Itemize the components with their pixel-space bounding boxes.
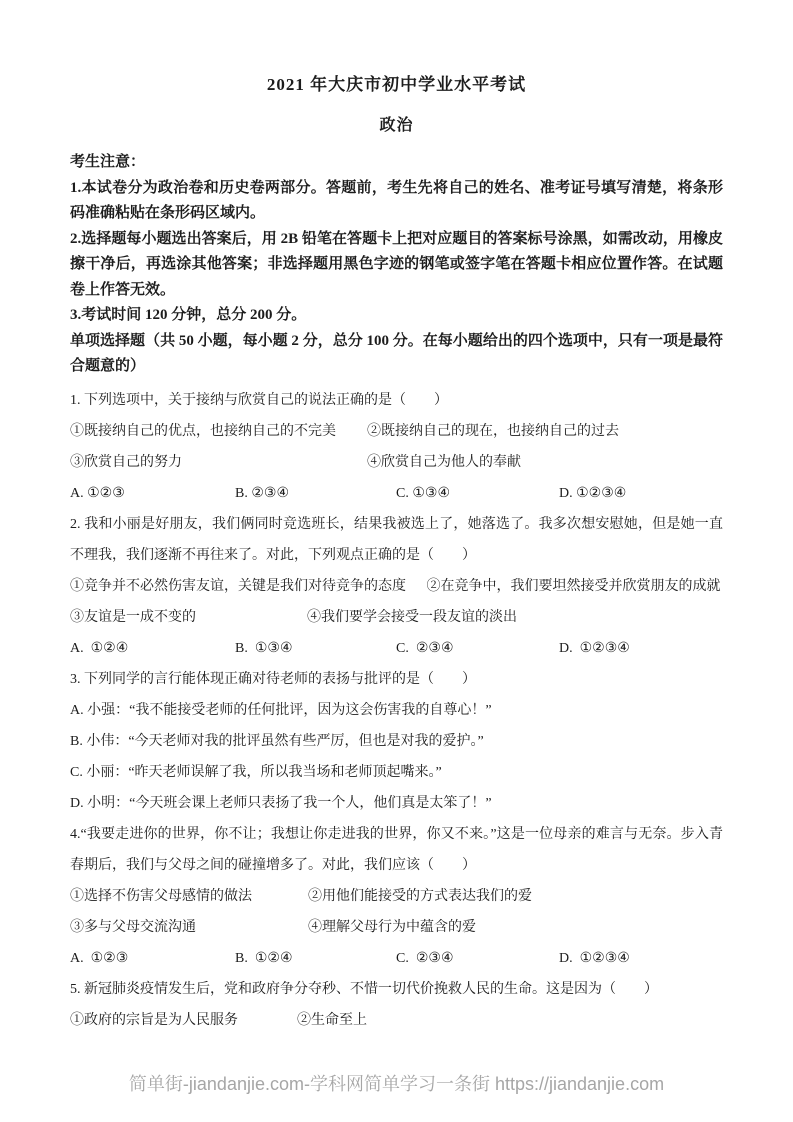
question-stem: 2. 我和小丽是好朋友，我们俩同时竞选班长，结果我被选上了，她落选了。我多次想安慰她，但是她一直不理我，我们逐渐不再往来了。对此，下列观点正确的是（ ）: [70, 516, 723, 563]
option-row: [70, 1005, 723, 1036]
question-2: [70, 509, 723, 664]
choice-b: B. ①③④: [235, 640, 293, 656]
choice-row: [70, 478, 723, 509]
paper-header: [0, 0, 793, 135]
option-item: ①竞争并不必然伤害友谊，关键是我们对待竞争的态度: [70, 578, 406, 594]
question-stem: 3. 下列同学的言行能体现正确对待老师的表扬与批评的是（ ）: [70, 671, 476, 687]
option-item: ②既接纳自己的现在，也接纳自己的过去: [367, 423, 619, 439]
option-row: [70, 571, 723, 602]
question-stem: 1. 下列选项中，关于接纳与欣赏自己的说法正确的是（ ）: [70, 392, 448, 408]
notice-item-1: 1.本试卷分为政治卷和历史卷两部分。答题前，考生先将自己的姓名、准考证号填写清楚，将条形码准确粘贴在条形码区域内。: [70, 179, 723, 221]
choice-d: D. ①②③④: [559, 640, 630, 656]
section-heading: 单项选择题（共 50 小题，每小题 2 分，总分 100 分。在每小题给出的四个选项中，只有一项是最符合题意的）: [70, 332, 723, 374]
option-item: ②用他们能接受的方式表达我们的爱: [308, 888, 532, 904]
choice-row: [70, 633, 723, 664]
option-item: ③友谊是一成不变的: [70, 609, 196, 625]
page-title: 2021 年大庆市初中学业水平考试: [266, 75, 527, 94]
choice-c: C. ①③④: [396, 485, 450, 501]
choice-d: D. ①②③④: [559, 485, 627, 501]
choice-c: C. ②③④: [396, 640, 454, 656]
choice-a: A. ①②③: [70, 485, 125, 501]
question-stem: 5. 新冠肺炎疫情发生后，党和政府争分夺秒、不惜一切代价挽救人民的生命。这是因为（ ）: [70, 981, 658, 997]
choice-statement-c: C. 小丽：“昨天老师误解了我，所以我当场和老师顶起嘴来。”: [70, 764, 442, 780]
choice-statement-a: A. 小强：“我不能接受老师的任何批评，因为这会伤害我的自尊心！”: [70, 702, 492, 718]
examinee-notice: [70, 150, 723, 380]
option-item: ②在竞争中，我们要坦然接受并欣赏朋友的成就: [426, 578, 721, 594]
question-3: [70, 664, 723, 819]
option-item: ①既接纳自己的优点，也接纳自己的不完美: [70, 423, 336, 439]
choice-a: A. ①②④: [70, 640, 129, 656]
question-stem: 4.“我要走进你的世界，你不让；我想让你走进我的世界，你又不来。”这是一位母亲的难言与无奈。步入青春期后，我们与父母之间的碰撞增多了。对此，我们应该（ ）: [70, 826, 723, 873]
option-item: ④欣赏自己为他人的奉献: [367, 454, 521, 470]
option-row: [70, 602, 723, 633]
option-item: ①政府的宗旨是为人民服务: [70, 1012, 238, 1028]
choice-d: D. ①②③④: [559, 950, 630, 966]
notice-item-2: 2.选择题每小题选出答案后，用 2B 铅笔在答题卡上把对应题目的答案标号涂黑，如需改动，用橡皮擦干净后，再选涂其他答案；非选择题用黑色字迹的钢笔或签字笔在答题卡相应位置作答。在试题卷上作答无效。: [70, 230, 723, 298]
option-item: ④理解父母行为中蕴含的爱: [308, 919, 476, 935]
option-item: ③欣赏自己的努力: [70, 454, 182, 470]
option-row: [70, 416, 723, 447]
question-5: [70, 974, 723, 1036]
option-item: ④我们要学会接受一段友谊的淡出: [307, 609, 517, 625]
option-row: [70, 881, 723, 912]
choice-row: [70, 943, 723, 974]
choice-a: A. ①②③: [70, 950, 129, 966]
option-row: [70, 912, 723, 943]
choice-statement-b: B. 小伟：“今天老师对我的批评虽然有些严厉，但也是对我的爱护。”: [70, 733, 484, 749]
option-row: [70, 447, 723, 478]
question-list: [70, 385, 723, 1036]
question-4: [70, 819, 723, 974]
option-item: ①选择不伤害父母感情的做法: [70, 888, 252, 904]
subject-title: 政治: [379, 117, 414, 134]
question-1: [70, 385, 723, 509]
watermark-footer: 简单街-jiandanjie.com-学科网简单学习一条街 https://jiandanjie.com: [128, 1074, 665, 1094]
notice-item-3: 3.考试时间 120 分钟，总分 200 分。: [70, 307, 307, 323]
choice-statement-d: D. 小明：“今天班会课上老师只表扬了我一个人，他们真是太笨了！”: [70, 795, 492, 811]
notice-heading: 考生注意：: [70, 154, 146, 170]
choice-c: C. ②③④: [396, 950, 454, 966]
option-item: ③多与父母交流沟通: [70, 919, 196, 935]
choice-b: B. ①②④: [235, 950, 293, 966]
choice-b: B. ②③④: [235, 485, 289, 501]
option-item: ②生命至上: [297, 1012, 367, 1028]
